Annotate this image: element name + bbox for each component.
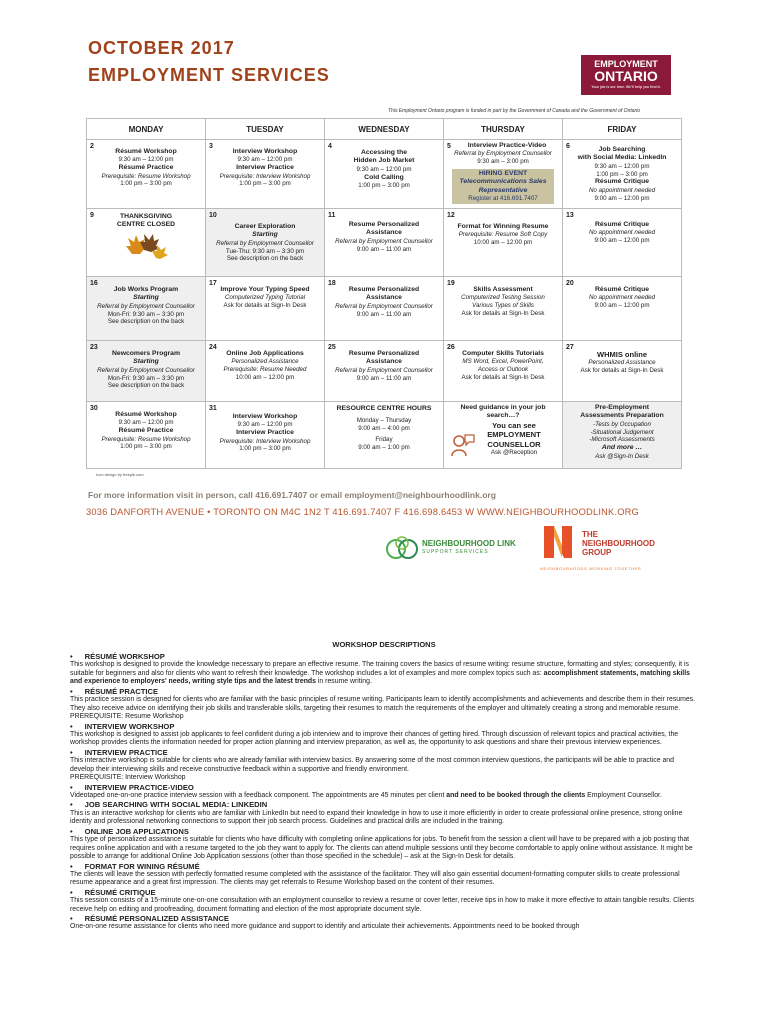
cal-cell-27 — [563, 341, 682, 402]
resource-centre-hours-cell — [325, 402, 444, 469]
event-note: Ask for details at Sign-In Desk — [461, 373, 545, 381]
cal-cell-10 — [206, 209, 325, 277]
event-title: Résumé Practice — [118, 164, 174, 172]
event-status: Starting — [133, 358, 159, 366]
date-number: 12 — [447, 212, 455, 219]
workshop-text: This practice session is designed for clients who are familiar with the basic principles of resume writing. Participants learn to identify accomplishments and achievements and describe them in their resumes. They also receive advice on identifying their job skills and transferable skills, targeting their resumes to match the requirements of the employer and ultimately creating a strong and memorable resume. — [70, 696, 696, 712]
workshop-item — [70, 862, 700, 888]
workshop-title: • INTERVIEW WORKSHOP — [72, 722, 700, 731]
event-note: Prerequisite: Interview Workshop — [219, 172, 311, 180]
workshop-text: One-on-one resume assistance for clients who need more guidance and support to identify and articulate their achievements. Appointments need to be booked through — [70, 923, 580, 931]
event-note: Referral by Employment Counsellor — [97, 302, 195, 310]
event-time: 1:00 pm – 3:00 pm — [239, 180, 291, 188]
resource-hours-days: Friday — [375, 435, 393, 443]
logo-tagline: Your job is our time. We'll help you find it. — [591, 85, 661, 89]
event-title: Interview Workshop — [232, 148, 298, 155]
event-title: Online Job Applications — [226, 350, 304, 357]
event-title: Résumé Workshop — [115, 148, 177, 155]
cal-cell-24 — [206, 341, 325, 402]
event-time: 1:00 pm – 3:00 pm — [239, 445, 291, 453]
workshop-text: This workshop is designed to provide the knowledge necessary to prepare an effective resume. The training covers the basics of resume writing: resume structure, formatting and styles; consequently, it is suitable for beginners and also for clients who want to refresh their knowledge. The workshop includes a lot of examples and more complex topics such as: — [70, 661, 689, 677]
day-header: MONDAY — [87, 119, 206, 140]
autumn-leaves-icon — [89, 232, 203, 268]
date-number: 20 — [566, 280, 574, 287]
event-title: Assistance — [366, 294, 402, 302]
event-note: Personalized Assistance — [588, 359, 656, 367]
cal-cell-20 — [563, 277, 682, 341]
workshop-item — [70, 783, 700, 801]
date-number: 11 — [328, 212, 336, 219]
date-number: 3 — [209, 143, 213, 150]
ng-logo-line3: GROUP — [582, 548, 612, 557]
event-time: Mon-Fri: 9:30 am – 3:30 pm — [107, 374, 185, 382]
date-number: 25 — [328, 344, 336, 351]
day-header: TUESDAY — [206, 119, 325, 140]
workshop-title: • ONLINE JOB APPLICATIONS — [72, 827, 700, 836]
workshop-item — [70, 722, 700, 748]
hiring-event-register: Register at 416.691.7407 — [468, 195, 538, 203]
workshop-title: • INTERVIEW PRACTICE — [72, 748, 700, 757]
workshop-item — [70, 914, 700, 932]
event-note: Prerequisite: Resume Soft Copy — [458, 231, 548, 239]
event-time: 9:00 am – 11:00 am — [356, 245, 412, 253]
cal-cell-6 — [563, 140, 682, 209]
date-number: 17 — [209, 280, 217, 287]
event-time: 10:00 am – 12:00 pm — [473, 239, 533, 247]
workshop-item — [70, 652, 700, 687]
workshop-title: • INTERVIEW PRACTICE-VIDEO — [72, 783, 700, 792]
date-number: 13 — [566, 212, 574, 219]
event-title: Résumé Workshop — [115, 411, 177, 418]
event-note: See description on the back — [107, 382, 185, 390]
event-time: 9:00 am – 11:00 am — [356, 310, 412, 318]
event-title: Résumé Critique — [594, 221, 649, 228]
date-number: 5 — [447, 143, 451, 150]
guidance-text: EMPLOYMENT — [487, 430, 541, 440]
event-note: Ask for details at Sign-In Desk — [461, 309, 545, 317]
date-number: 6 — [566, 143, 570, 150]
day-header: WEDNESDAY — [325, 119, 444, 140]
funding-note: This Employment Ontario program is funded in part by the Government of Canada and the Government of Ontario — [388, 108, 641, 114]
day-header: THURSDAY — [444, 119, 563, 140]
event-note: Computerized Typing Tutorial — [224, 294, 306, 302]
event-time: Mon-Fri: 9:30 am – 3:30 pm — [107, 310, 185, 318]
date-number: 18 — [328, 280, 336, 287]
workshop-item — [70, 800, 700, 826]
event-time: 9:30 am – 12:00 pm — [594, 162, 650, 170]
counsellor-icon — [450, 432, 476, 461]
event-note: Referral by Employment Counsellor — [335, 237, 433, 245]
event-note: Personalized Assistance — [231, 358, 299, 366]
event-title: Computer Skills Tutorials — [462, 350, 544, 357]
workshop-prerequisite: PREREQUISITE: Resume Workshop — [70, 713, 184, 721]
ng-logo-line2: NEIGHBOURHOOD — [582, 539, 655, 548]
cal-cell-4 — [325, 140, 444, 209]
workshop-title: • RÉSUMÉ WORKSHOP — [72, 652, 700, 661]
more-info-line: For more information visit in person, call 416.691.7407 or email employment@neighbourhoodlink.org — [88, 490, 496, 500]
workshop-text-tail: in resume writing. — [315, 678, 372, 686]
date-number: 30 — [90, 405, 98, 412]
cal-cell-30 — [87, 402, 206, 469]
event-title: with Social Media: LinkedIn — [577, 154, 667, 162]
event-time: 9:30 am – 12:00 pm — [237, 156, 293, 164]
event-note: Referral by Employment Counsellor — [335, 366, 433, 374]
event-title: Newcomers Program — [112, 350, 180, 357]
guidance-text: You can see — [492, 420, 536, 430]
workshop-text-tail: Employment Counsellor. — [585, 791, 662, 799]
guidance-question: search…? — [486, 412, 520, 420]
resource-hours-time: 9:00 am – 4:00 pm — [358, 425, 410, 433]
resource-hours-title: RESOURCE CENTRE HOURS — [336, 405, 432, 412]
event-note: Referral by Employment Counsellor — [454, 150, 552, 158]
guidance-question: Need guidance in your job — [460, 404, 546, 411]
event-title: Cold Calling — [364, 173, 404, 181]
event-time: 9:30 am – 12:00 pm — [118, 156, 174, 164]
event-time: 9:00 am – 12:00 pm — [594, 302, 650, 310]
date-number: 4 — [328, 143, 332, 150]
guidance-text: COUNSELLOR — [487, 439, 541, 449]
event-title: Hidden Job Market — [353, 157, 415, 165]
event-title: THANKSGIVING — [119, 213, 173, 220]
workshop-text: The clients will leave the session with perfectly formatted resume completed with the assistance of the facilitator. They will also gain essential document-formatting computer skills to create professional resume appearance and a great first impression. The clients may get referrals to Resume Workshop based on the content of their resumes. — [70, 870, 680, 887]
hiring-event-role: Telecommunications Sales — [459, 178, 547, 186]
event-note: Prerequisite: Interview Workshop — [219, 437, 311, 445]
event-note: -Microsoft Assessments — [589, 436, 655, 444]
workshop-prerequisite: PREREQUISITE: Interview Workshop — [70, 774, 186, 782]
workshop-descriptions-heading: WORKSHOP DESCRIPTIONS — [332, 640, 436, 649]
workshop-text: This interactive workshop is suitable for clients who are already familiar with interview basics. By answering some of the most common interview questions, the participants will be able to practice and develop their interviewing skills and receive constructive feedback within a supportive and friendly environment. — [70, 757, 674, 773]
date-number: 23 — [90, 344, 98, 351]
event-title: Improve Your Typing Speed — [220, 286, 310, 293]
event-note: Prerequisite: Resume Workshop — [101, 435, 191, 443]
event-title: Interview Practice — [236, 429, 294, 437]
event-note: See description on the back — [226, 255, 304, 263]
workshop-text: This workshop is designed to assist job applicants to feel confident during a job interview and to improve their chances of getting hired. Through discussion of relevant topics and practical activities, the workshop provides clients the information needed for proper action planning and interview preparation, as well as, the opportunity to ask questions and share their previous interview experiences. — [70, 730, 679, 747]
event-title: Interview Practice — [236, 164, 294, 172]
event-note: MS Word, Excel, PowerPoint, — [462, 358, 544, 366]
event-title: Career Exploration — [234, 223, 296, 230]
event-time: 10:00 am – 12:00 pm — [235, 373, 295, 381]
event-note: No appointment needed — [588, 229, 656, 237]
event-time: 9:00 am – 12:00 pm — [594, 237, 650, 245]
date-number: 16 — [90, 280, 98, 287]
workshop-title: • FORMAT FOR WINING RÉSUMÉ — [72, 862, 700, 871]
cal-cell-13 — [563, 209, 682, 277]
date-number: 9 — [90, 212, 94, 219]
workshop-item — [70, 888, 700, 914]
event-time: Tue-Thu: 9:30 am – 3:30 pm — [225, 247, 305, 255]
date-number: 26 — [447, 344, 455, 351]
ng-logo-line1: THE — [582, 530, 598, 539]
cal-cell-19 — [444, 277, 563, 341]
workshop-text: This type of personalized assistance is suitable for clients who have difficulty with completing online applications for jobs. To benefit from the session a client will have to be prepared with a job posting that requires online application and with a resume targeted to the job they want to apply for. The clients can attend multiple sessions until they become comfortable to apply online without assistance. It might be possible to arrange for additional Online Job Application sessions (other than those specified in the schedule) – ask at the Sign-In Desk for details. — [70, 836, 693, 861]
workshop-title: • JOB SEARCHING WITH SOCIAL MEDIA: LINKEDIN — [72, 800, 700, 809]
event-time: 9:30 am – 3:00 pm — [477, 158, 529, 166]
hiring-event-box — [452, 169, 554, 204]
nl-logo-sub: SUPPORT SERVICES — [422, 549, 489, 555]
cal-cell-5 — [444, 140, 563, 209]
event-note: -Tests by Occupation — [593, 420, 651, 428]
day-header: FRIDAY — [563, 119, 682, 140]
ng-logo-tagline: NEIGHBOURHOODS WORKING TOGETHER — [540, 566, 642, 571]
event-title: Accessing the — [360, 149, 408, 156]
hiring-event-role: Representative — [478, 186, 528, 194]
nl-logo-name: NEIGHBOURHOOD LINK — [422, 539, 516, 548]
cal-cell-16 — [87, 277, 206, 341]
workshop-item — [70, 748, 700, 783]
date-number: 31 — [209, 405, 217, 412]
event-title: Resume Personalized — [348, 221, 420, 228]
event-title: Interview Practice-Video — [467, 142, 547, 149]
workshop-text-bold: accomplishment statements, matching skills and experience to employers' needs, writing style tips and the latest trends — [70, 669, 690, 686]
calendar-table — [86, 118, 682, 469]
event-title: CENTRE CLOSED — [116, 221, 176, 229]
event-note: No appointment needed — [588, 294, 656, 302]
event-time: 9:00 am – 12:00 pm — [594, 194, 650, 202]
workshop-title: • RÉSUMÉ CRITIQUE — [72, 888, 700, 897]
event-title: Format for Winning Resume — [457, 223, 549, 230]
cal-cell-17 — [206, 277, 325, 341]
cal-cell-23 — [87, 341, 206, 402]
workshop-title: • RÉSUMÉ PERSONALIZED ASSISTANCE — [72, 914, 700, 923]
cal-cell-11 — [325, 209, 444, 277]
workshop-item — [70, 687, 700, 722]
guidance-ask: Ask @Reception — [490, 449, 538, 457]
event-note: Access or Outlook — [477, 366, 529, 374]
event-title: Résumé Critique — [594, 286, 649, 293]
neighbourhood-group-logo — [540, 522, 655, 571]
resource-hours-days: Monday – Thursday — [356, 417, 412, 425]
event-title: Assistance — [366, 358, 402, 366]
event-note: Ask for details at Sign-In Desk — [223, 302, 307, 310]
event-title: WHMIS online — [597, 350, 647, 359]
event-title: Résumé Practice — [118, 427, 174, 435]
event-status: Starting — [252, 231, 278, 239]
event-title: Resume Personalized — [348, 350, 420, 357]
event-note: And more … — [601, 444, 643, 452]
icon-credit: Icon design by freepik.com — [96, 472, 144, 477]
event-title: Assessments Preparation — [580, 412, 664, 420]
workshop-text: This session consists of a 15-minute one-on-one consultation with an employment counsellor to review a resume or cover letter, receive tips in how to make it more effective to attain tangible results. Clients receive help on editing and proofreading, document formatting and election of the most appropriate document style. — [70, 897, 695, 913]
event-time: 1:00 pm – 3:00 pm — [596, 170, 648, 178]
event-time: 9:30 am – 12:00 pm — [356, 165, 412, 173]
workshop-item — [70, 827, 700, 862]
date-number: 10 — [209, 212, 217, 219]
cal-cell-9 — [87, 209, 206, 277]
event-note: Referral by Employment Counsellor — [335, 302, 433, 310]
event-title: Job Searching — [598, 146, 646, 153]
event-title: Resume Personalized — [348, 286, 420, 293]
date-number: 19 — [447, 280, 455, 287]
address-line: 3036 DANFORTH AVENUE • TORONTO ON M4C 1N2 T 416.691.7407 F 416.698.6453 W WWW.NEIGHBOURHOODLINK.ORG — [86, 507, 639, 517]
event-note: Referral by Employment Counsellor — [216, 239, 314, 247]
cal-cell-26 — [444, 341, 563, 402]
date-number: 2 — [90, 143, 94, 150]
event-title: Résumé Critique — [594, 178, 649, 186]
logo-line1: EMPLOYMENT — [594, 59, 658, 69]
resource-hours-time: 9:00 am – 1:00 pm — [358, 443, 410, 451]
event-note: -Situational Judgement — [590, 428, 654, 436]
page-title-services: EMPLOYMENT SERVICES — [88, 65, 330, 85]
event-note: Prerequisite: Resume Needed — [223, 366, 307, 374]
event-note: Referral by Employment Counsellor — [97, 366, 195, 374]
event-title: Skills Assessment — [473, 286, 533, 293]
event-note: Ask for details at Sign-In Desk — [580, 367, 664, 375]
event-time: 1:00 pm – 3:00 pm — [358, 182, 410, 190]
workshop-title: • RÉSUMÉ PRACTICE — [72, 687, 700, 696]
event-note: Computerized Testing Session — [461, 294, 545, 302]
event-time: 9:00 am – 11:00 am — [356, 374, 412, 382]
event-title: Job Works Program — [113, 286, 179, 293]
workshop-text: This is an interactive workshop for clients who are familiar with LinkedIn but need to expand their knowledge in how to use it more efficiently in order to create professional online presence, strong online identity and professional networking connections to support their job search process. Guidelines and practical drills are included in the training. — [70, 809, 683, 826]
date-number: 27 — [566, 344, 574, 351]
event-time: 1:00 pm – 3:00 pm — [120, 443, 172, 451]
cal-cell-2 — [87, 140, 206, 209]
workshop-text: Videotaped one-on-one practice interview session with a feedback component. The appointments are 45 minutes per client — [70, 791, 445, 799]
hiring-event-title: HIRING EVENT — [478, 169, 528, 177]
event-note: See description on the back — [107, 318, 185, 326]
pre-employment-cell — [563, 402, 682, 469]
cal-cell-18 — [325, 277, 444, 341]
event-title: Interview Workshop — [232, 413, 298, 420]
workshop-text-bold: and need to be booked through the clients — [444, 791, 586, 799]
neighbourhood-link-logo — [384, 533, 544, 570]
workshop-descriptions — [70, 652, 700, 932]
event-note: Ask @Sign-In Desk — [595, 452, 649, 460]
event-title: Pre-Employment — [594, 404, 649, 411]
event-note: No appointment needed — [588, 186, 656, 194]
event-time: 1:00 pm – 3:00 pm — [120, 180, 172, 188]
event-time: 9:30 am – 12:00 pm — [118, 419, 174, 427]
employment-ontario-logo — [581, 55, 671, 95]
cal-cell-25 — [325, 341, 444, 402]
page-title-month: OCTOBER 2017 — [88, 38, 235, 58]
logo-line2: ONTARIO — [594, 68, 658, 84]
cal-cell-3 — [206, 140, 325, 209]
cal-cell-31 — [206, 402, 325, 469]
event-time: 9:30 am – 12:00 pm — [237, 421, 293, 429]
date-number: 24 — [209, 344, 217, 351]
cal-cell-12 — [444, 209, 563, 277]
event-note: Various Types of Skills — [472, 302, 534, 310]
counsellor-guidance-cell — [444, 402, 563, 469]
event-title: Assistance — [366, 229, 402, 237]
event-status: Starting — [133, 294, 159, 302]
event-note: Prerequisite: Resume Workshop — [101, 172, 191, 180]
